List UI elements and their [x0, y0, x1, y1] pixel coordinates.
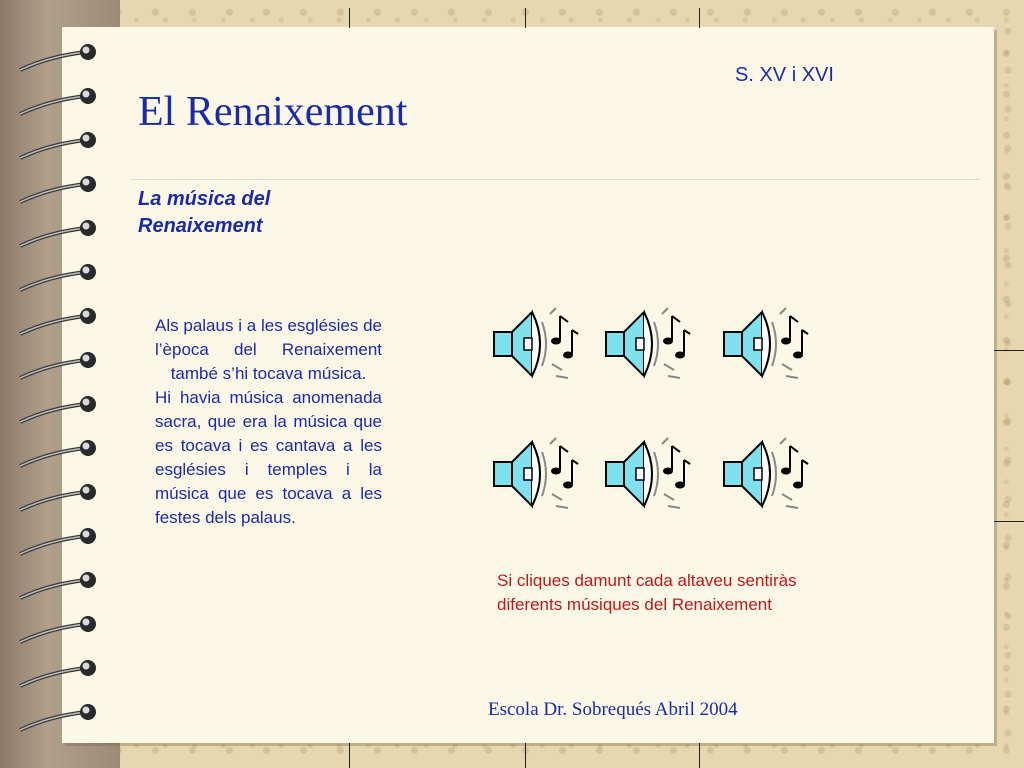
edge-tick	[699, 8, 700, 28]
paragraph: Als palaus i a les esglésies de l’època del Renaixement també s’hi tocava música.	[155, 316, 382, 383]
edge-tick	[349, 8, 350, 28]
instruction-hint: Si cliques damunt cada altaveu sentiràs diferents músiques del Renaixement	[497, 571, 797, 614]
speaker-button-1[interactable]	[490, 304, 580, 384]
speaker-icon	[720, 304, 810, 384]
speaker-icon	[602, 304, 692, 384]
body-text	[155, 314, 382, 530]
edge-tick	[349, 743, 350, 768]
edge-tick	[525, 8, 526, 28]
speaker-icon	[720, 434, 810, 514]
title-divider	[130, 179, 980, 180]
speaker-icon	[602, 434, 692, 514]
speaker-button-6[interactable]	[720, 434, 810, 514]
edge-tick	[699, 743, 700, 768]
speaker-grid	[490, 304, 830, 524]
footer-credit: Escola Dr. Sobrequés Abril 2004	[488, 699, 738, 720]
section-subtitle: La música del Renaixement	[138, 188, 271, 237]
speaker-button-2[interactable]	[602, 304, 692, 384]
edge-tick	[994, 521, 1024, 522]
speaker-icon	[490, 304, 580, 384]
speaker-button-5[interactable]	[602, 434, 692, 514]
edge-tick	[994, 350, 1024, 351]
speaker-icon	[490, 434, 580, 514]
era-label: S. XV i XVI	[735, 64, 834, 86]
spiral-binding	[0, 0, 120, 768]
speaker-button-3[interactable]	[720, 304, 810, 384]
edge-tick	[525, 743, 526, 768]
page-title: El Renaixement	[138, 89, 408, 135]
speaker-button-4[interactable]	[490, 434, 580, 514]
paragraph: Hi havia música anomenada sacra, que era la música que es tocava i es cantava a les esglésies i temples i la música que es tocava a les festes dels palaus.	[155, 388, 382, 527]
